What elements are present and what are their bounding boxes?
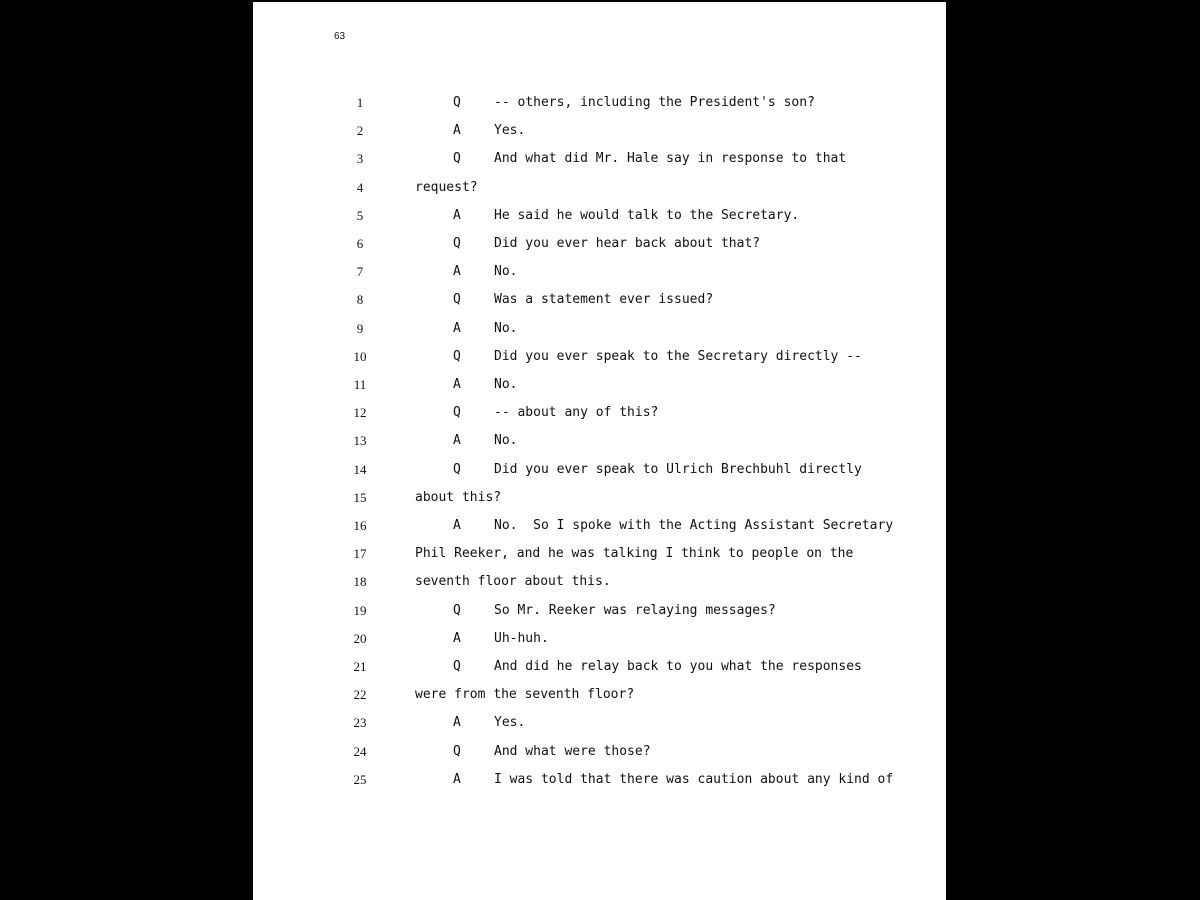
speaker-label: Q	[453, 292, 461, 308]
line-number: 24	[353, 743, 367, 759]
line-number: 21	[353, 659, 367, 674]
line-text: seventh floor about this.	[415, 574, 611, 590]
line-number: 3	[356, 151, 364, 167]
transcript-line	[253, 178, 946, 198]
transcript-line	[253, 149, 946, 169]
line-text: No.	[494, 320, 518, 336]
line-number: 1	[356, 95, 364, 110]
transcript-line	[253, 431, 946, 451]
line-number: 6	[356, 236, 364, 251]
line-text: Yes.	[494, 715, 526, 731]
line-text: And what were those?	[494, 743, 651, 759]
speaker-label: Q	[453, 348, 461, 364]
line-number: 10	[353, 348, 367, 364]
line-number: 8	[356, 292, 364, 308]
line-text: Did you ever speak to the Secretary directly --	[494, 348, 862, 364]
line-number: 18	[353, 574, 367, 590]
line-number: 5	[356, 207, 364, 223]
line-number: 2	[356, 123, 364, 139]
transcript-line	[253, 685, 946, 705]
transcript-line	[253, 516, 946, 536]
line-text: about this?	[415, 489, 502, 505]
line-number: 7	[356, 264, 364, 280]
transcript-line	[253, 544, 946, 564]
speaker-label: Q	[453, 405, 461, 421]
line-text: Uh-huh.	[494, 630, 549, 646]
page-number: 63	[334, 31, 346, 42]
speaker-label: A	[453, 715, 461, 731]
line-text: No.	[494, 264, 518, 280]
line-text: -- others, including the President's son?	[494, 95, 815, 110]
speaker-label: A	[453, 433, 461, 449]
speaker-label: A	[453, 264, 461, 280]
transcript-line	[253, 121, 946, 141]
transcript-line	[253, 319, 946, 339]
transcript-line	[253, 234, 946, 254]
transcript-line	[253, 713, 946, 733]
line-text: No.	[494, 377, 518, 392]
line-text: No.	[494, 433, 518, 449]
transcript-line	[253, 629, 946, 649]
speaker-label: A	[453, 123, 461, 139]
line-text: Yes.	[494, 123, 526, 139]
transcript-line	[253, 488, 946, 508]
line-number: 15	[353, 489, 367, 505]
transcript-line	[253, 262, 946, 282]
speaker-label: Q	[453, 743, 461, 759]
speaker-label: A	[453, 518, 461, 533]
line-text: I was told that there was caution about any kind of	[494, 771, 894, 787]
transcript-page	[253, 2, 946, 900]
line-text: were from the seventh floor?	[415, 687, 635, 703]
line-number: 12	[353, 405, 367, 421]
transcript-line	[253, 375, 946, 395]
line-number: 25	[353, 771, 367, 787]
speaker-label: Q	[453, 151, 461, 167]
speaker-label: A	[453, 771, 461, 787]
line-text: And did he relay back to you what the responses	[494, 659, 862, 674]
transcript-line	[253, 290, 946, 310]
line-number: 9	[356, 320, 364, 336]
line-number: 16	[353, 518, 367, 533]
transcript-line	[253, 742, 946, 762]
speaker-label: A	[453, 630, 461, 646]
line-text: -- about any of this?	[494, 405, 659, 421]
line-number: 13	[353, 433, 367, 449]
line-text: So Mr. Reeker was relaying messages?	[494, 602, 776, 618]
speaker-label: A	[453, 207, 461, 223]
line-text: And what did Mr. Hale say in response to that	[494, 151, 847, 167]
speaker-label: Q	[453, 659, 461, 674]
line-text: He said he would talk to the Secretary.	[494, 207, 800, 223]
line-text: Was a statement ever issued?	[494, 292, 714, 308]
transcript-line	[253, 770, 946, 790]
line-text: Phil Reeker, and he was talking I think to people on the	[415, 546, 854, 562]
speaker-label: A	[453, 377, 461, 392]
line-number: 4	[356, 179, 364, 195]
line-number: 14	[353, 461, 367, 477]
speaker-label: Q	[453, 95, 461, 110]
line-text: No. So I spoke with the Acting Assistant Secretary	[494, 518, 894, 533]
line-number: 11	[353, 377, 367, 392]
speaker-label: Q	[453, 461, 461, 477]
transcript-line	[253, 601, 946, 621]
line-text: Did you ever hear back about that?	[494, 236, 761, 251]
transcript-line	[253, 657, 946, 677]
line-text: Did you ever speak to Ulrich Brechbuhl directly	[494, 461, 862, 477]
line-text: request?	[415, 179, 478, 195]
line-number: 20	[353, 630, 367, 646]
speaker-label: Q	[453, 236, 461, 251]
transcript-line	[253, 347, 946, 367]
transcript-line	[253, 572, 946, 592]
line-number: 23	[353, 715, 367, 731]
line-number: 17	[353, 546, 367, 562]
speaker-label: A	[453, 320, 461, 336]
transcript-line	[253, 403, 946, 423]
line-number: 22	[353, 687, 367, 703]
transcript-line	[253, 460, 946, 480]
speaker-label: Q	[453, 602, 461, 618]
transcript-line	[253, 206, 946, 226]
transcript-line	[253, 93, 946, 113]
line-number: 19	[353, 602, 367, 618]
